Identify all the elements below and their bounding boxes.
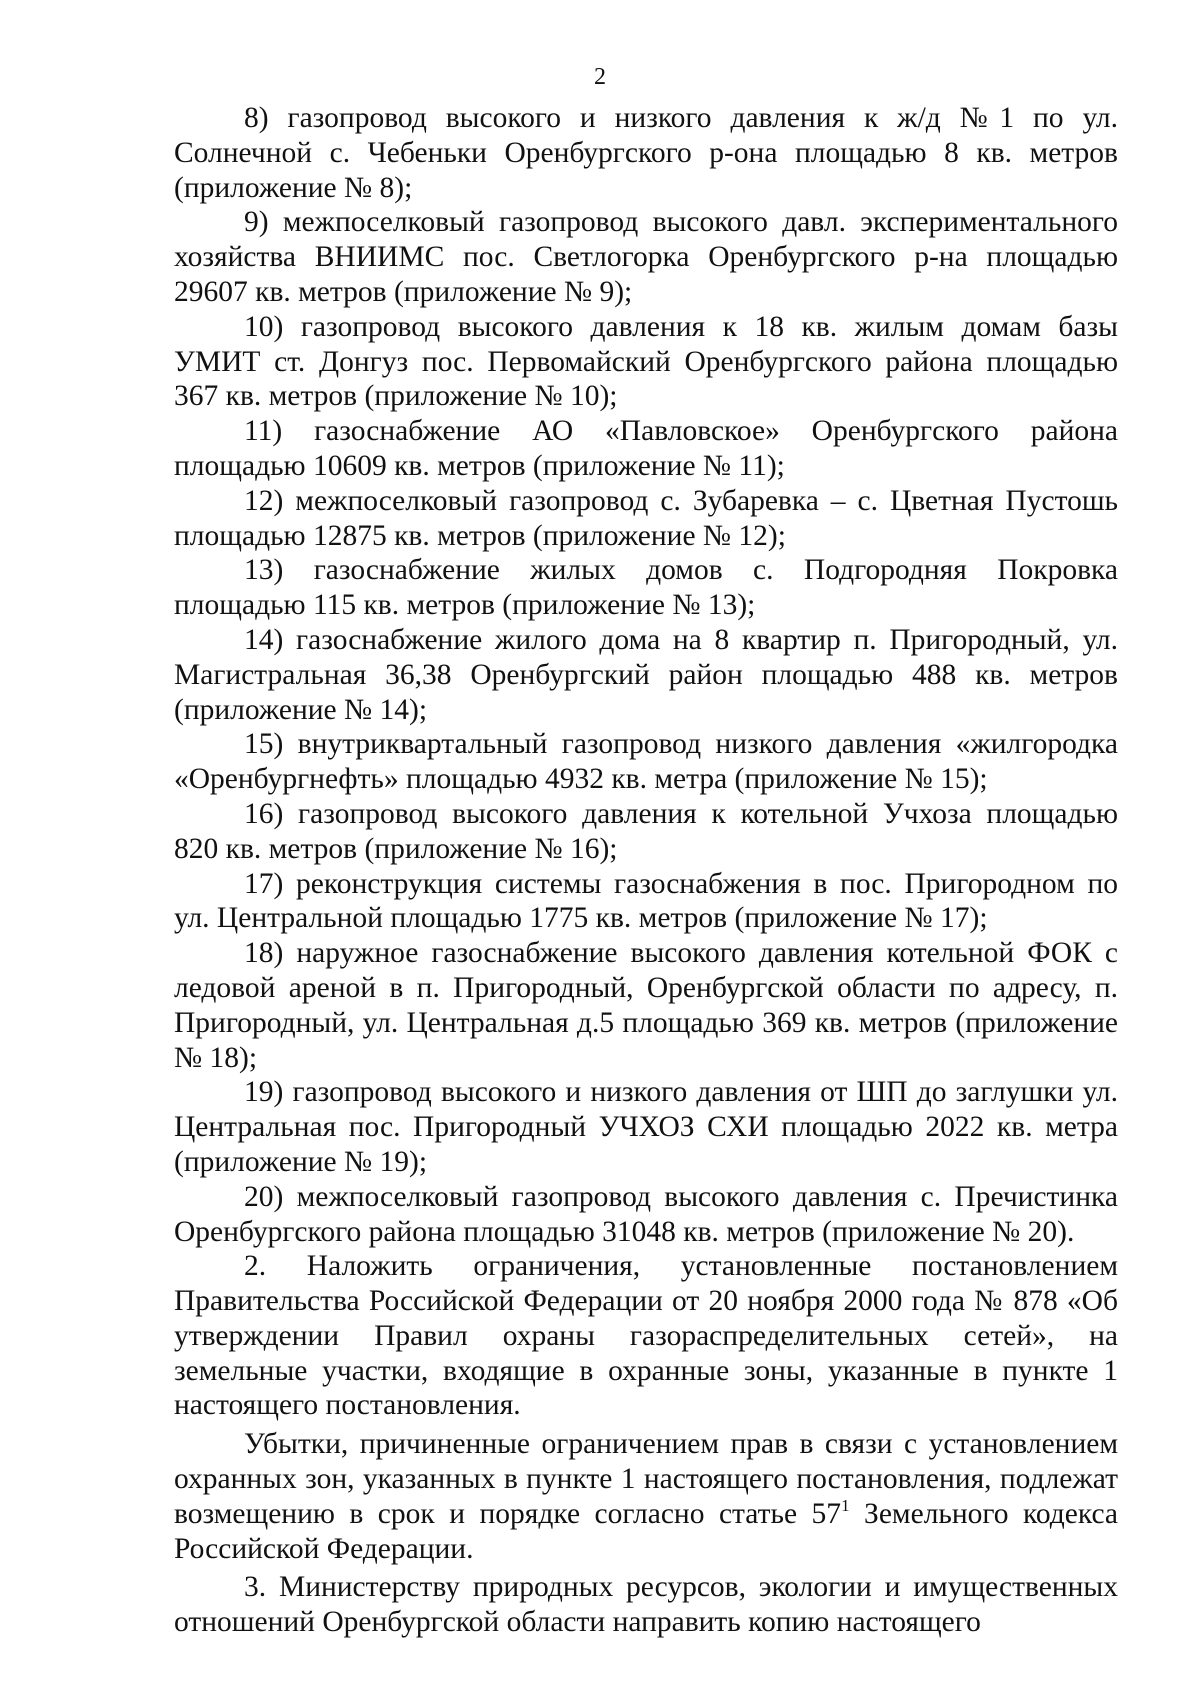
list-item: 8) газопровод высокого и низкого давления к ж/д №1 по ул. Солнечной с. Чебеньки Оренбургского р-она площадью 8 кв. метров (приложение № 8); [174,102,1118,204]
list-item: 12) межпоселковый газопровод с. Зубаревка – с. Цветная Пустошь площадью 12875 кв. метров (приложение № 12); [174,484,1118,552]
list-item: 19) газопровод высокого и низкого давления от ШП до заглушки ул. Центральная пос. Пригородный УЧХОЗ СХИ площадью 2022 кв. метра (приложение № 19); [174,1076,1118,1178]
list-item: 17) реконструкция системы газоснабжения в пос. Пригородном по ул. Центральной площадью 1775 кв. метров (приложение № 17); [174,867,1118,935]
losses-paragraph [174,1427,1118,1566]
list-item: 9) межпоселковый газопровод высокого давл. экспериментального хозяйства ВНИИМС пос. Светлогорка Оренбургского р-на площадью 29607 кв. метров (приложение № 9); [174,206,1118,308]
document-body [174,101,1118,1640]
list-item: 13) газоснабжение жилых домов с. Подгородняя Покровка площадью 115 кв. метров (приложение № 13); [174,554,1118,622]
article-superscript: 1 [841,1495,850,1515]
list-item: 10) газопровод высокого давления к 18 кв. жилым домам базы УМИТ ст. Донгуз пос. Первомайский Оренбургского района площадью 367 кв. метров (приложение № 10); [174,310,1118,413]
list-item: 16) газопровод высокого давления к котельной Учхоза площадью 820 кв. метров (приложение № 16); [174,797,1118,865]
list-item: 11) газоснабжение АО «Павловское» Оренбургского района площадью 10609 кв. метров (приложение № 11); [174,415,1118,482]
clause-3-paragraph: 3. Министерству природных ресурсов, экологии и имущественных отношений Оренбургской области направить копию настоящего [174,1571,1118,1639]
list-item: 20) межпоселковый газопровод высокого давления с. Пречистинка Оренбургского района площадью 31048 кв. метров (приложение № 20). [174,1180,1118,1248]
list-item: 15) внутриквартальный газопровод низкого давления «жилгородка «Оренбургнефть» площадью 4932 кв. метра (приложение № 15); [174,728,1118,796]
losses-text-end: Земельного кодекса Российской Федерации. [174,1497,1118,1565]
page-number: 2 [594,64,606,90]
clause-2-paragraph: 2. Наложить ограничения, установленные постановлением Правительства Российской Федерации от 20 ноября 2000 года № 878 «Об утверждении Правил охраны газораспределительных сетей», на земельные участки, входящие в охранные зоны, указанные в пункте 1 настоящего постановления. [174,1250,1118,1422]
losses-text: Убытки, причиненные ограничением прав в связи с установлением охранных зон, указанных в пункте 1 настоящего постановления, подлежат возмещению в срок и порядке согласно статье 57 [174,1428,1118,1530]
list-item: 14) газоснабжение жилого дома на 8 квартир п. Пригородный, ул. Магистральная 36,38 Оренбургский район площадью 488 кв. метров (приложение № 14); [174,623,1118,726]
list-item: 18) наружное газоснабжение высокого давления котельной ФОК с ледовой ареной в п. Пригородный, Оренбургской области по адресу, п. Пригородный, ул. Центральная д.5 площадью 369 кв. метров (приложение № 18); [174,937,1118,1074]
